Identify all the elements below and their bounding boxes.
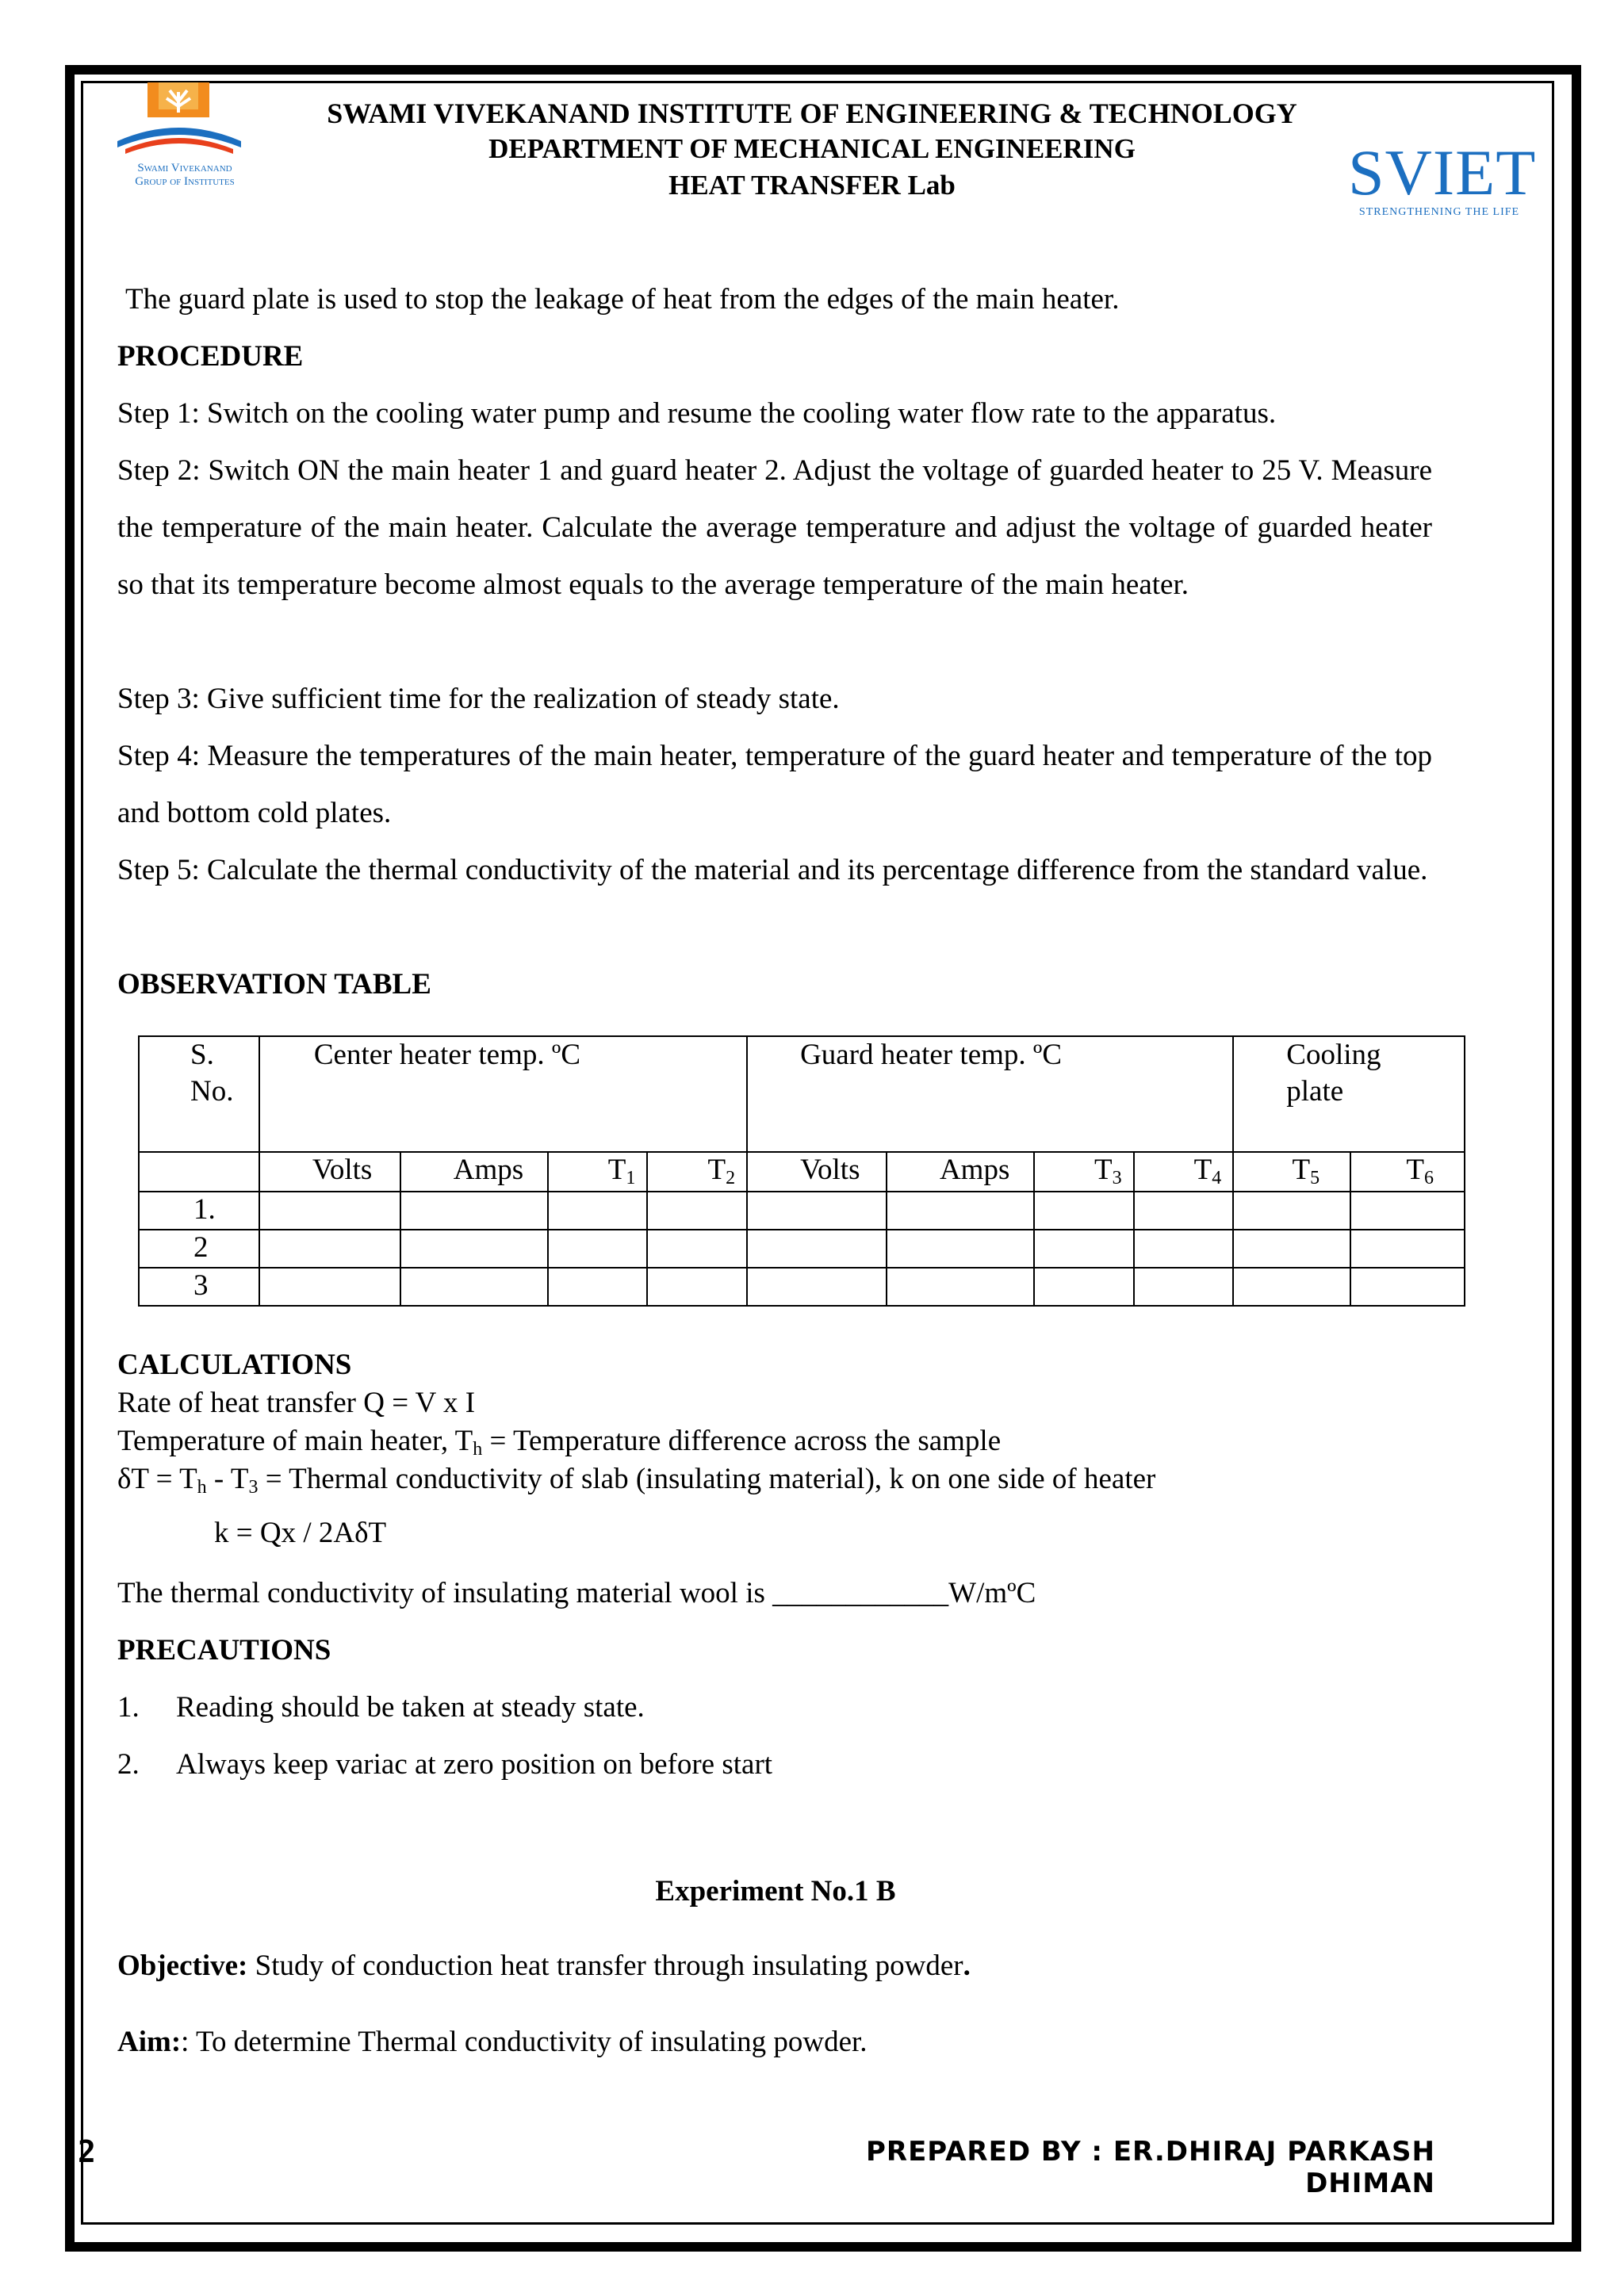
row-number: 1.: [139, 1192, 259, 1230]
procedure-step-4: Step 4: Measure the temperatures of the main heater, temperature of the guard heater and temperature of the top and bottom cold plates.: [117, 740, 1432, 829]
procedure-step-5: Step 5: Calculate the thermal conductivity of the material and its percentage difference from the standard value.: [117, 854, 1428, 886]
table-row: [139, 1230, 1465, 1268]
sviet-logo-word: SVIET: [1348, 136, 1537, 209]
procedure-step-1: Step 1: Switch on the cooling water pump and resume the cooling water flow rate to the apparatus.: [117, 397, 1277, 430]
subheader-guard-amps: Amps: [887, 1152, 1034, 1192]
logo-left-text-line2: Group of Institutes: [135, 175, 235, 188]
logo-left-text-line1: Swami Vivekanand: [137, 162, 232, 174]
department-name: DEPARTMENT OF MECHANICAL ENGINEERING: [488, 133, 1136, 164]
prepared-by: PREPARED BY : ER.DHIRAJ PARKASH DHIMAN: [865, 2136, 1435, 2199]
header-guard-heater: Guard heater temp. ºC: [747, 1036, 1233, 1152]
institute-name: SWAMI VIVEKANAND INSTITUTE OF ENGINEERING & TECHNOLOGY: [327, 98, 1297, 129]
subheader-empty: [139, 1152, 259, 1192]
page-number: 2: [78, 2134, 96, 2169]
experiment-objective: Objective: Study of conduction heat transfer through insulating powder.: [117, 1950, 971, 1982]
precaution-item: 1. Reading should be taken at steady state.: [117, 1691, 645, 1724]
calc-main-heater-temp: Temperature of main heater, Th = Temperature difference across the sample: [117, 1425, 1002, 1460]
calc-delta-t: δT = Th - T3 = Thermal conductivity of slab (insulating material), k on one side of heater: [117, 1463, 1156, 1498]
subheader-t6: T6: [1350, 1152, 1465, 1192]
observation-table: [138, 1035, 1465, 1307]
calc-formula: k = Qx / 2AδT: [214, 1517, 387, 1549]
intro-paragraph: The guard plate is used to stop the leakage of heat from the edges of the main heater.: [125, 283, 1120, 316]
header-cooling-plate: Cooling plate: [1233, 1036, 1465, 1152]
subheader-t2: T2: [647, 1152, 747, 1192]
header-center-heater: Center heater temp. ºC: [259, 1036, 747, 1152]
row-number: 3: [139, 1268, 259, 1306]
experiment-title: Experiment No.1 B: [655, 1875, 896, 1908]
subheader-t3: T3: [1034, 1152, 1134, 1192]
calc-result: The thermal conductivity of insulating material wool is ____________W/mºC: [117, 1577, 1036, 1609]
table-header-row: [139, 1036, 1465, 1152]
subheader-center-amps: Amps: [400, 1152, 548, 1192]
procedure-step-2: Step 2: Switch ON the main heater 1 and guard heater 2. Adjust the voltage of guarded heater to 25 V. Measure the temperature of the main heater. Calculate the average temperature and adjust the voltage of guarded heater so that its temperature become almost equals to the average temperature of the main heater.: [117, 454, 1432, 601]
experiment-aim: Aim:: To determine Thermal conductivity of insulating powder.: [117, 2026, 868, 2058]
subheader-t5: T5: [1233, 1152, 1350, 1192]
subheader-guard-volts: Volts: [747, 1152, 887, 1192]
observation-heading: OBSERVATION TABLE: [117, 968, 431, 1001]
calculations-heading: CALCULATIONS: [117, 1349, 352, 1381]
precaution-item: 2. Always keep variac at zero position on before start: [117, 1748, 773, 1781]
procedure-step-3: Step 3: Give sufficient time for the realization of steady state.: [117, 683, 840, 715]
subheader-t1: T1: [548, 1152, 648, 1192]
lab-name: HEAT TRANSFER Lab: [668, 170, 956, 201]
table-row: [139, 1192, 1465, 1230]
subheader-center-volts: Volts: [259, 1152, 400, 1192]
procedure-heading: PROCEDURE: [117, 340, 304, 373]
table-row: [139, 1268, 1465, 1306]
precautions-heading: PRECAUTIONS: [117, 1634, 331, 1667]
row-number: 2: [139, 1230, 259, 1268]
calc-rate-of-heat: Rate of heat transfer Q = V x I: [117, 1387, 476, 1419]
header-sno: S. No.: [139, 1036, 259, 1152]
table-subheader-row: [139, 1152, 1465, 1192]
sviet-logo-tagline: STRENGTHENING THE LIFE: [1358, 206, 1520, 218]
subheader-t4: T4: [1134, 1152, 1234, 1192]
